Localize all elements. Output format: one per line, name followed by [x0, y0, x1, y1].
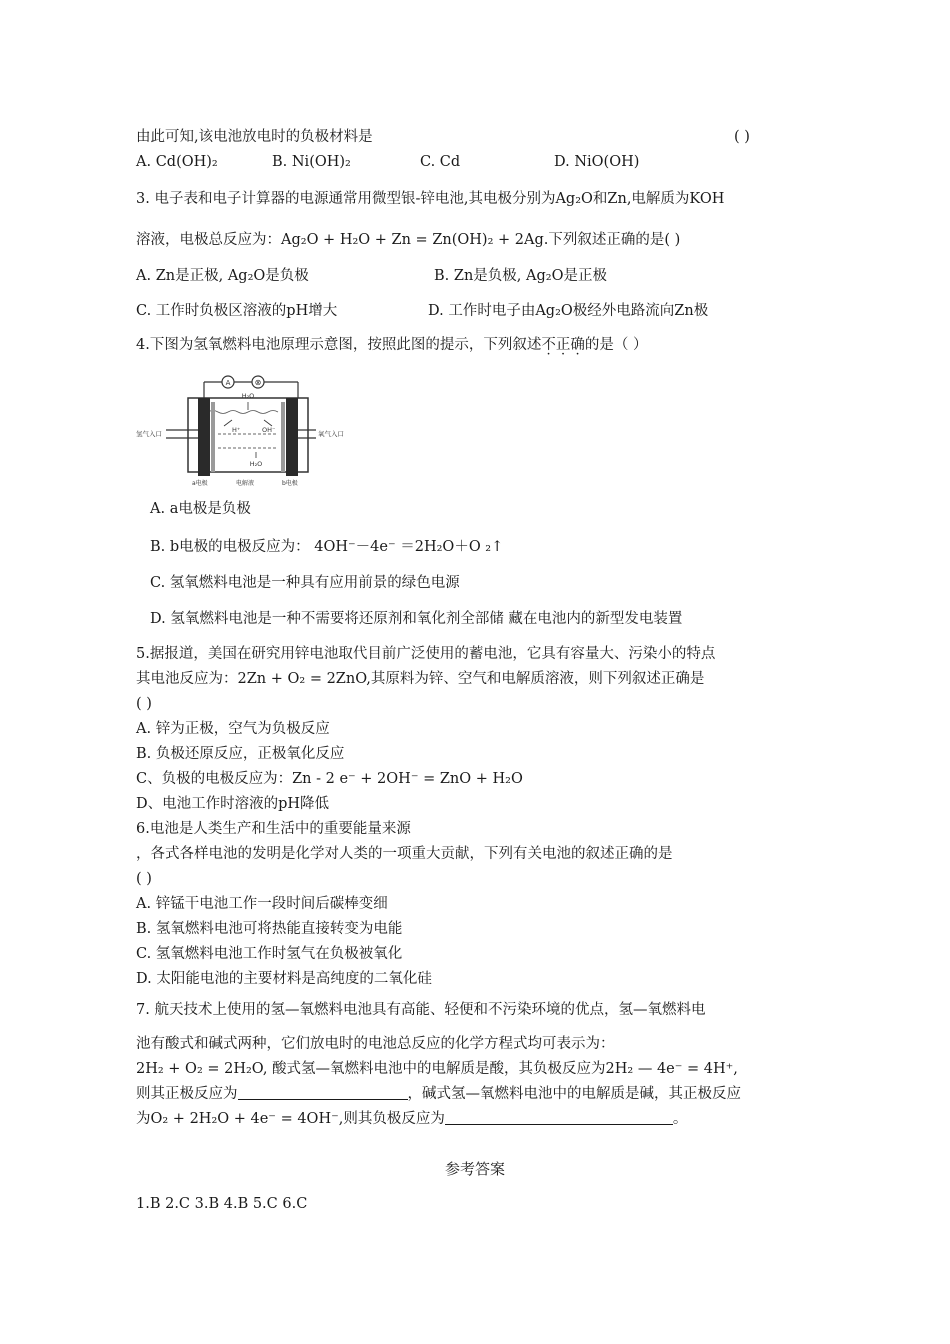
q5-stem-line2: 其电池反应为：2Zn + O₂ = 2ZnO,其原料为锌、空气和电解质溶液，则下列叙述正确是	[136, 671, 705, 687]
ammeter-label: A	[225, 379, 231, 387]
q7-stem-line3: 2H₂ + O₂ = 2H₂O, 酸式氢—氧燃料电池中的电解质是酸，其负极反应为2H₂ — 4e⁻ = 4H⁺,	[136, 1061, 738, 1077]
q5-stem-line1: 5.据报道，美国在研究用锌电池取代目前广泛使用的蓄电池，它具有容量大、污染小的特点	[136, 646, 716, 662]
q3-stem-line2: 溶液，电极总反应为：Ag₂O + H₂O + Zn = Zn(OH)₂ + 2Ag.下列叙述正确的是( )	[136, 232, 681, 248]
q2-option-a: A. Cd(OH)₂	[136, 154, 218, 170]
q3-option-c: C. 工作时负极区溶液的pH增大	[136, 303, 338, 319]
q5-option-d: D、电池工作时溶液的pH降低	[136, 796, 330, 812]
q5-option-a: A. 锌为正极，空气为负极反应	[136, 721, 330, 737]
q7-stem-line1: 7. 航天技术上使用的氢—氧燃料电池具有高能、轻便和不污染环境的优点，氢—氧燃料电	[136, 1002, 706, 1018]
q7-blank-positive-electrode[interactable]	[238, 1085, 408, 1100]
electrode-a	[198, 398, 210, 476]
q6-option-d: D. 太阳能电池的主要材料是高纯度的二氧化硅	[136, 971, 432, 987]
emphasis-char: 不	[541, 337, 556, 353]
q6-answer-paren: ( )	[136, 871, 152, 887]
fuel-cell-diagram	[136, 368, 366, 490]
q4-option-d: D. 氢氧燃料电池是一种不需要将还原剂和氧化剂全部储 藏在电池内的新型发电装置	[150, 611, 683, 627]
q3-option-a: A. Zn是正极, Ag₂O是负极	[136, 268, 309, 284]
electrolyte-label: 电解液	[236, 480, 255, 487]
q2-option-d: D. NiO(OH)	[554, 154, 640, 170]
q5-answer-paren: ( )	[136, 696, 152, 712]
water-bottom-label: H₂O	[249, 460, 263, 468]
q2-answer-paren: ( )	[734, 129, 750, 145]
q6-option-c: C. 氢氧燃料电池工作时氢气在负极被氧化	[136, 946, 403, 962]
h-plus-label: H⁺	[232, 426, 241, 434]
water-top-label: H₂O	[241, 392, 255, 400]
q4-stem: 4.下图为氢氧燃料电池原理示意图，按照此图的提示，下列叙述不正确的是（ ）	[136, 337, 648, 353]
q6-option-a: A. 锌锰干电池工作一段时间后碳棒变细	[136, 896, 388, 912]
q7-stem-line2: 池有酸式和碱式两种，它们放电时的电池总反应的化学方程式均可表示为：	[136, 1036, 615, 1052]
q6-option-b: B. 氢氧燃料电池可将热能直接转变为电能	[136, 921, 403, 937]
q3-stem-line1: 3. 电子表和电子计算器的电源通常用微型银-锌电池,其电极分别为Ag₂O和Zn,电解质为KOH	[136, 191, 725, 207]
electrode-b	[286, 398, 298, 476]
q4-option-a: A. a电极是负极	[150, 501, 251, 517]
hydrogen-inlet-label: 氢气入口	[136, 430, 162, 438]
electrode-a-label: a电极	[192, 480, 208, 487]
emphasis-char: 确	[570, 337, 585, 353]
q3-option-b: B. Zn是负极, Ag₂O是正极	[434, 268, 607, 284]
emphasis-char: 正	[555, 337, 571, 353]
q2-option-c: C. Cd	[420, 154, 461, 170]
oxygen-inlet-label: 氧气入口	[318, 430, 344, 438]
answers-line: 1.B 2.C 3.B 4.B 5.C 6.C	[136, 1196, 308, 1212]
electrode-b-label: b电极	[282, 480, 298, 487]
q7-stem-line5: 为O₂ + 2H₂O + 4e⁻ = 4OH⁻,则其负极反应为 。	[136, 1111, 688, 1127]
lamp-label: ⊗	[254, 378, 262, 387]
q3-option-d: D. 工作时电子由Ag₂O极经外电路流向Zn极	[428, 303, 709, 319]
q5-option-c: C、负极的电极反应为：Zn - 2 e⁻ + 2OH⁻ = ZnO + H₂O	[136, 771, 523, 787]
oh-minus-label: OH⁻	[262, 426, 276, 434]
q4-option-c: C. 氢氧燃料电池是一种具有应用前景的绿色电源	[150, 575, 460, 591]
q2-stem: 由此可知,该电池放电时的负极材料是	[136, 129, 373, 145]
q4-option-b: B. b电极的电极反应为： 4OH⁻－4e⁻ ＝2H₂O＋O ₂↑	[150, 539, 504, 555]
q5-option-b: B. 负极还原反应，正极氧化反应	[136, 746, 345, 762]
q2-option-b: B. Ni(OH)₂	[272, 154, 351, 170]
answers-title: 参考答案	[444, 1160, 505, 1178]
q6-stem-line2: ，各式各样电池的发明是化学对人类的一项重大贡献，下列有关电池的叙述正确的是	[136, 846, 673, 862]
q7-stem-line4: 则其正极反应为 ，碱式氢—氧燃料电池中的电解质是碱，其正极反应	[136, 1086, 741, 1102]
q6-stem-line1: 6.电池是人类生产和生活中的重要能量来源	[136, 821, 411, 837]
q7-blank-negative-electrode[interactable]	[445, 1110, 673, 1125]
